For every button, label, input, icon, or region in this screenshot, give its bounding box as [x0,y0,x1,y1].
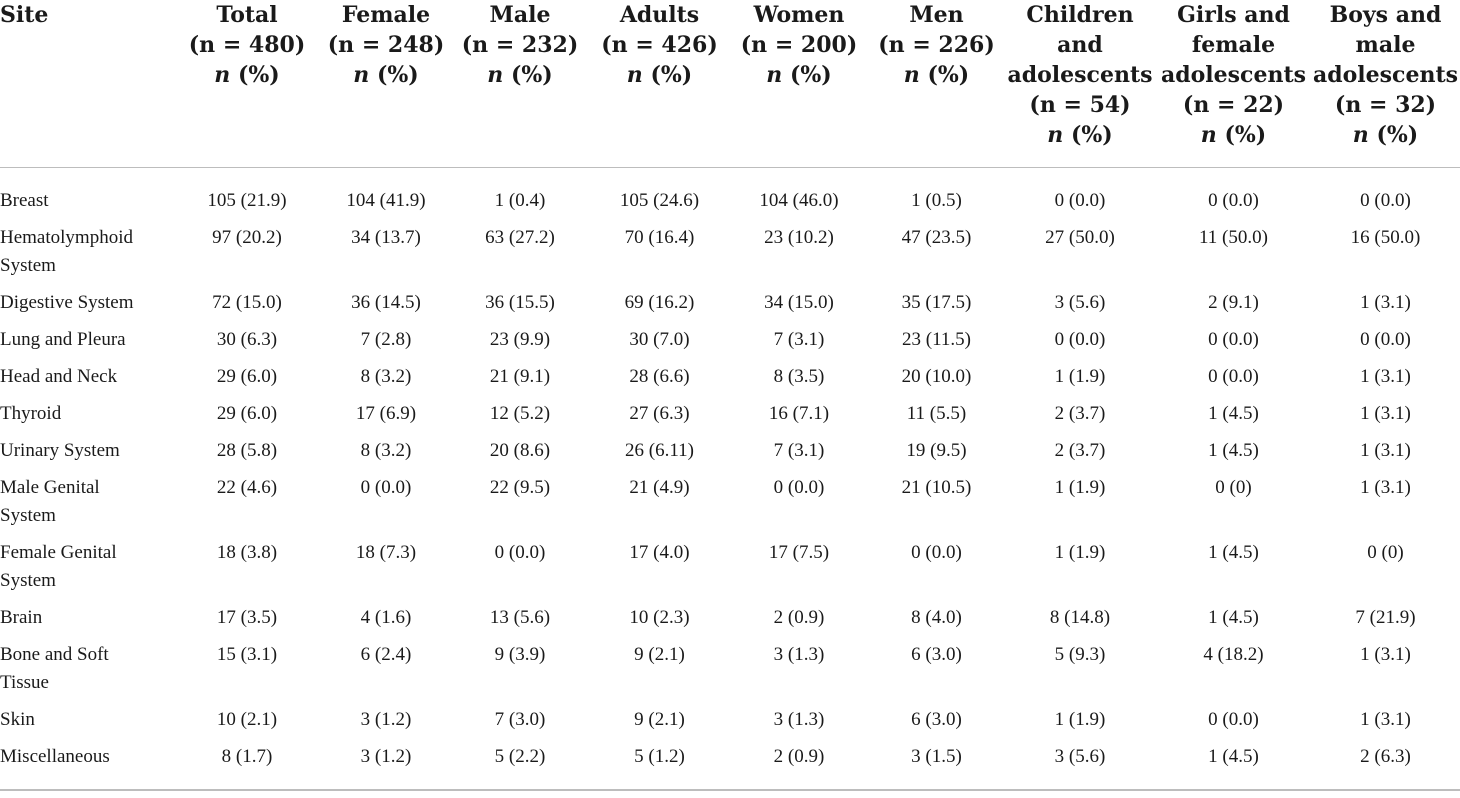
value-cell: 0 (0.0) [1208,328,1259,350]
header-line: adolescents [1161,62,1306,88]
value-cell: 0 (0.0) [1208,708,1259,730]
value-cell: 0 (0.0) [1360,328,1411,350]
value-cell: 7 (3.1) [773,328,825,350]
value-cell: 3 (5.6) [1054,745,1106,767]
value-cell: 0 (0.0) [773,476,825,498]
value-cell: 1 (4.5) [1208,402,1259,424]
value-cell: 0 (0) [1215,476,1252,498]
value-cell: 34 (13.7) [351,226,421,248]
value-cell: 20 (8.6) [489,439,551,461]
column-header [172,0,322,167]
header-line: (n = 426) [601,32,718,58]
site-label: Digestive System [0,291,134,313]
header-line: (n = 480) [188,32,306,58]
value-cell: 1 (4.5) [1208,745,1259,767]
value-cell: 21 (4.9) [629,476,690,498]
site-label: Brain [0,606,43,628]
value-cell: 1 (3.1) [1360,365,1411,387]
header-line: Boys and [1329,2,1442,28]
header-line: and [1057,32,1103,58]
header-unit-pct: (%) [1368,122,1419,148]
header-unit [450,60,590,90]
table-row [0,706,1460,743]
value-cell: 22 (9.5) [489,476,551,498]
header-line: (n = 226) [878,32,995,58]
table-row [0,641,1460,706]
table-row [0,604,1460,641]
header-unit-n: n [353,62,370,88]
header-unit-n: n [487,62,504,88]
value-cell: 7 (3.1) [773,439,825,461]
value-cell: 1 (4.5) [1208,606,1259,628]
value-cell: 0 (0.0) [1054,328,1106,350]
site-cell [0,706,172,743]
site-label: Bone and Soft [0,643,109,665]
value-cell: 8 (1.7) [221,745,273,767]
value-cell: 20 (10.0) [901,365,972,387]
value-cell: 3 (1.2) [360,708,412,730]
header-unit-n: n [626,62,643,88]
site-cell [0,641,172,706]
site-cell [0,604,172,641]
value-cell: 6 (3.0) [911,708,962,730]
value-cell: 6 (2.4) [360,643,412,665]
value-cell: 1 (4.5) [1208,439,1259,461]
header-unit [1311,120,1460,150]
value-cell: 2 (9.1) [1208,291,1259,313]
header-unit-n: n [903,62,920,88]
site-label: Urinary System [0,439,120,461]
value-cell: 8 (4.0) [911,606,962,628]
column-header [1004,0,1156,167]
site-cell [0,167,172,224]
value-cell: 17 (4.0) [629,541,690,563]
table-row [0,474,1460,539]
value-cell: 17 (3.5) [216,606,278,628]
header-unit-pct: (%) [230,62,280,88]
value-cell: 105 (24.6) [619,189,700,211]
value-cell: 36 (15.5) [485,291,555,313]
value-cell: 8 (3.2) [360,365,412,387]
header-unit-pct: (%) [919,62,970,88]
value-cell: 3 (1.5) [911,745,962,767]
header-line: adolescents [1313,62,1458,88]
value-cell: 1 (1.9) [1054,708,1106,730]
header-unit-n: n [1200,122,1217,148]
site-label: Breast [0,189,49,211]
column-header [322,0,450,167]
table-row [0,539,1460,604]
value-cell: 47 (23.5) [901,226,972,248]
value-cell: 26 (6.11) [625,439,694,461]
table-row [0,743,1460,790]
site-cell [0,326,172,363]
value-cell: 1 (3.1) [1360,291,1411,313]
value-cell: 72 (15.0) [212,291,282,313]
header-unit-pct: (%) [782,62,832,88]
value-cell: 9 (2.1) [634,643,685,665]
value-cell: 1 (0.5) [911,189,962,211]
column-header [1311,0,1460,167]
table-row [0,224,1460,289]
header-unit [1156,120,1311,150]
header-line: Site [0,2,49,28]
value-cell: 8 (14.8) [1049,606,1111,628]
header-line: Female [341,2,431,28]
value-cell: 16 (7.1) [768,402,830,424]
table-row [0,400,1460,437]
value-cell: 2 (3.7) [1054,402,1106,424]
header-unit-pct: (%) [1063,122,1113,148]
value-cell: 5 (9.3) [1054,643,1106,665]
value-cell: 29 (6.0) [216,365,278,387]
value-cell: 2 (3.7) [1054,439,1106,461]
site-cell [0,400,172,437]
value-cell: 2 (6.3) [1360,745,1411,767]
value-cell: 7 (2.8) [360,328,412,350]
column-header [590,0,729,167]
value-cell: 1 (1.9) [1054,476,1106,498]
table-body [0,167,1460,790]
header-unit [590,60,729,90]
value-cell: 27 (6.3) [629,402,690,424]
site-label: System [0,504,56,526]
value-cell: 105 (21.9) [207,189,287,211]
header-line: Women [753,2,845,28]
value-cell: 104 (41.9) [346,189,426,211]
value-cell: 36 (14.5) [351,291,421,313]
header-unit [172,60,322,90]
site-cell [0,743,172,790]
table-row [0,437,1460,474]
value-cell: 28 (6.6) [629,365,690,387]
value-cell: 30 (7.0) [629,328,690,350]
site-label: Hematolymphoid [0,226,133,248]
value-cell: 9 (2.1) [634,708,685,730]
value-cell: 17 (7.5) [768,541,830,563]
value-cell: 35 (17.5) [901,291,972,313]
site-label: Male Genital [0,476,100,498]
header-unit-pct: (%) [642,62,693,88]
value-cell: 1 (3.1) [1360,643,1411,665]
value-cell: 63 (27.2) [485,226,555,248]
column-header [729,0,869,167]
header-line: adolescents [1007,62,1153,88]
header-line: (n = 248) [327,32,445,58]
value-cell: 9 (3.9) [494,643,546,665]
header-unit-n: n [1047,122,1064,148]
site-cell [0,437,172,474]
value-cell: 3 (1.3) [773,643,825,665]
value-cell: 27 (50.0) [1045,226,1115,248]
header-unit [322,60,450,90]
value-cell: 0 (0) [1367,541,1404,563]
header-line: Men [909,2,964,28]
column-header [450,0,590,167]
value-cell: 11 (50.0) [1199,226,1268,248]
value-cell: 1 (0.4) [494,189,546,211]
header-unit [1004,120,1156,150]
header-line: Children [1026,2,1134,28]
value-cell: 7 (21.9) [1355,606,1416,628]
value-cell: 3 (5.6) [1054,291,1106,313]
header-line: Girls and [1177,2,1290,28]
value-cell: 1 (3.1) [1360,708,1411,730]
value-cell: 18 (3.8) [216,541,278,563]
value-cell: 97 (20.2) [212,226,282,248]
value-cell: 29 (6.0) [216,402,278,424]
value-cell: 7 (3.0) [494,708,546,730]
header-line: (n = 22) [1182,92,1285,118]
site-cell [0,539,172,604]
header-unit-n: n [766,62,783,88]
header-unit [729,60,869,90]
site-label: Head and Neck [0,365,118,387]
column-header [1156,0,1311,167]
value-cell: 18 (7.3) [355,541,417,563]
value-cell: 23 (10.2) [764,226,834,248]
header-row [0,0,1460,167]
header-unit-pct: (%) [369,62,419,88]
site-label: Thyroid [0,402,62,424]
value-cell: 3 (1.3) [773,708,825,730]
value-cell: 0 (0.0) [1360,189,1411,211]
value-cell: 1 (3.1) [1360,439,1411,461]
value-cell: 0 (0.0) [911,541,962,563]
value-cell: 69 (16.2) [624,291,695,313]
header-line: (n = 32) [1334,92,1437,118]
site-label: System [0,569,56,591]
site-label: Lung and Pleura [0,328,126,350]
header-line: female [1191,32,1276,58]
table-row [0,167,1460,224]
column-header-site [0,0,172,167]
value-cell: 5 (1.2) [634,745,685,767]
value-cell: 2 (0.9) [773,606,825,628]
value-cell: 19 (9.5) [906,439,967,461]
value-cell: 4 (18.2) [1203,643,1264,665]
header-line: male [1355,32,1416,58]
value-cell: 23 (9.9) [489,328,551,350]
value-cell: 23 (11.5) [902,328,971,350]
value-cell: 0 (0.0) [1054,189,1106,211]
value-cell: 0 (0.0) [1208,189,1259,211]
value-cell: 28 (5.8) [216,439,278,461]
value-cell: 1 (3.1) [1360,402,1411,424]
header-unit-pct: (%) [503,62,553,88]
header-unit [869,60,1004,90]
site-label: Skin [0,708,35,730]
value-cell: 2 (0.9) [773,745,825,767]
value-cell: 22 (4.6) [216,476,278,498]
value-cell: 1 (1.9) [1054,541,1106,563]
value-cell: 12 (5.2) [489,402,551,424]
value-cell: 4 (1.6) [360,606,412,628]
header-unit-n: n [1352,122,1369,148]
value-cell: 5 (2.2) [494,745,546,767]
site-label: Miscellaneous [0,745,110,767]
site-cell [0,363,172,400]
value-cell: 10 (2.3) [629,606,690,628]
value-cell: 8 (3.5) [773,365,825,387]
value-cell: 3 (1.2) [360,745,412,767]
value-cell: 34 (15.0) [764,291,834,313]
table-row [0,363,1460,400]
value-cell: 1 (3.1) [1360,476,1411,498]
header-line: (n = 54) [1029,92,1131,118]
site-label: Female Genital [0,541,117,563]
value-cell: 21 (10.5) [901,476,972,498]
header-line: (n = 200) [740,32,858,58]
value-cell: 10 (2.1) [216,708,278,730]
site-cell [0,289,172,326]
value-cell: 30 (6.3) [216,328,278,350]
table-row [0,326,1460,363]
site-label: Tissue [0,671,49,693]
value-cell: 1 (1.9) [1054,365,1106,387]
header-line: (n = 232) [461,32,579,58]
value-cell: 11 (5.5) [906,402,967,424]
value-cell: 0 (0.0) [1208,365,1259,387]
value-cell: 0 (0.0) [494,541,546,563]
value-cell: 1 (4.5) [1208,541,1259,563]
site-label: System [0,254,56,276]
header-unit-n: n [214,62,231,88]
header-line: Total [216,2,278,28]
table-header [0,0,1460,167]
value-cell: 70 (16.4) [624,226,695,248]
value-cell: 13 (5.6) [489,606,551,628]
column-header [869,0,1004,167]
value-cell: 17 (6.9) [355,402,417,424]
value-cell: 104 (46.0) [759,189,839,211]
table-row [0,289,1460,326]
site-cell [0,474,172,539]
value-cell: 16 (50.0) [1350,226,1421,248]
header-line: Male [489,2,551,28]
value-cell: 15 (3.1) [216,643,278,665]
site-cell [0,224,172,289]
header-line: Adults [619,2,700,28]
value-cell: 21 (9.1) [489,365,551,387]
value-cell: 6 (3.0) [911,643,962,665]
header-unit-pct: (%) [1216,122,1267,148]
value-cell: 0 (0.0) [360,476,412,498]
value-cell: 8 (3.2) [360,439,412,461]
